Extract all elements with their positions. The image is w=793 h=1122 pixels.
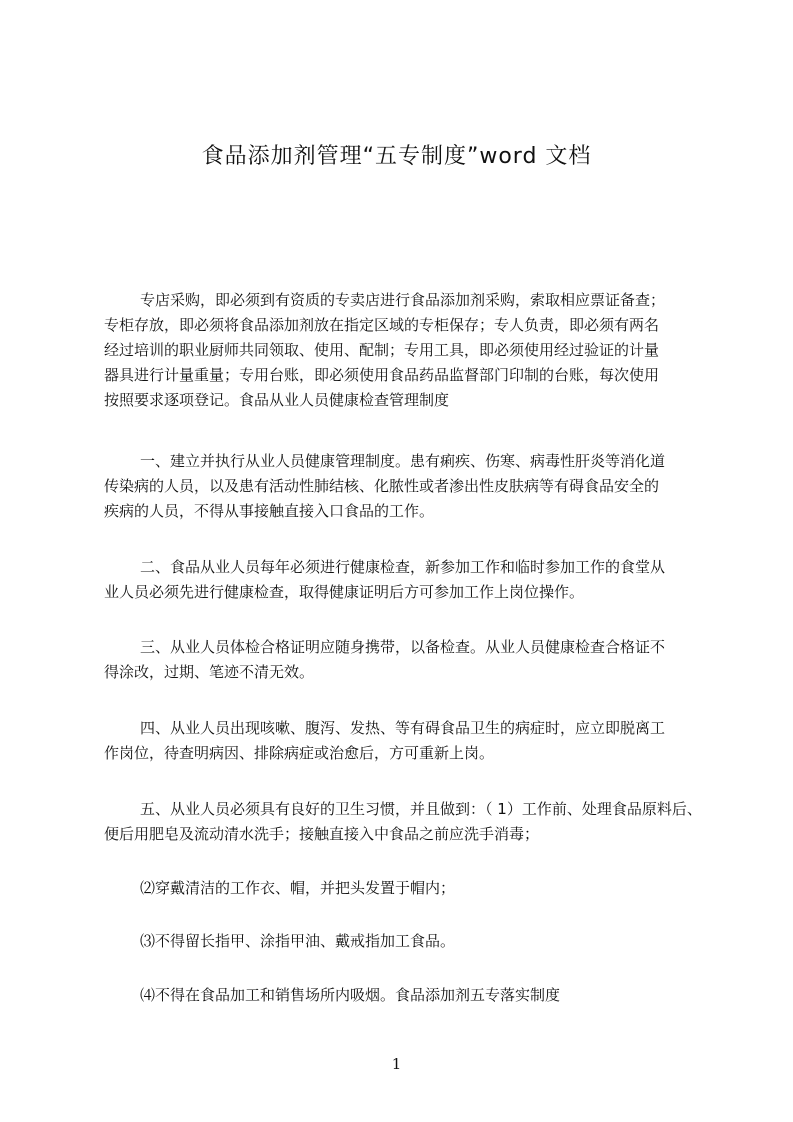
paragraph-rule-1 [104, 449, 704, 524]
paragraph-rule-2 [104, 555, 704, 605]
paragraph-line: ⑶不得留长指甲、涂指甲油、戴戒指加工食品。 [140, 932, 456, 950]
paragraph-line: 按照要求逐项登记。食品从业人员健康检查管理制度 [104, 391, 450, 409]
paragraph-line: 专柜存放，即必须将食品添加剂放在指定区域的专柜保存；专人负责，即必须有两名 [104, 316, 660, 334]
paragraph-line: ⑵穿戴清洁的工作衣、帽，并把头发置于帽内； [140, 879, 456, 897]
paragraph-line: 三、从业人员体检合格证明应随身携带，以备检查。从业人员健康检查合格证不 [140, 638, 666, 656]
paragraph-line: 得涂改，过期、笔迹不清无效。 [104, 663, 315, 681]
paragraph-line: 四、从业人员出现咳嗽、腹泻、发热、等有碍食品卫生的病症时，应立即脱离工 [140, 719, 666, 737]
paragraph-rule-4 [104, 716, 704, 766]
document-title: 食品添加剂管理“五专制度”word 文档 [201, 144, 592, 169]
page-number: 1 [391, 1055, 402, 1073]
paragraph-line: 二、食品从业人员每年必须进行健康检查，新参加工作和临时参加工作的食堂从 [140, 558, 666, 576]
paragraph-line: ⑷不得在食品加工和销售场所内吸烟。食品添加剂五专落实制度 [140, 986, 561, 1004]
paragraph-line: 五、从业人员必须具有良好的卫生习惯，并且做到：（ 1）工作前、处理食品原料后、 [140, 800, 702, 818]
paragraph-item-3 [104, 929, 704, 954]
paragraph-line: 器具进行计量重量；专用台账，即必须使用食品药品监督部门印制的台账，每次使用 [104, 366, 660, 384]
paragraph-line: 业人员必须先进行健康检查，取得健康证明后方可参加工作上岗位操作。 [104, 583, 585, 601]
paragraph-item-2 [104, 876, 704, 901]
paragraph-line: 经过培训的职业厨师共同领取、使用、配制；专用工具，即必须使用经过验证的计量 [104, 341, 660, 359]
paragraph-item-4 [104, 983, 704, 1008]
paragraph-line: 疾病的人员，不得从事接触直接入口食品的工作。 [104, 502, 435, 520]
paragraph-rule-5 [104, 797, 704, 847]
paragraph-procurement [104, 288, 704, 413]
paragraph-line: 传染病的人员，以及患有活动性肺结核、化脓性或者渗出性皮肤病等有碍食品安全的 [104, 477, 660, 495]
paragraph-rule-3 [104, 635, 704, 685]
paragraph-line: 一、建立并执行从业人员健康管理制度。患有痢疾、伤寒、病毒性肝炎等消化道 [140, 452, 666, 470]
paragraph-line: 便后用肥皂及流动清水洗手；接触直接入中食品之前应洗手消毒； [104, 825, 540, 843]
paragraph-line: 作岗位，待查明病因、排除病症或治愈后，方可重新上岗。 [104, 744, 495, 762]
paragraph-line: 专店采购，即必须到有资质的专卖店进行食品添加剂采购，索取相应票证备查； [140, 291, 666, 309]
